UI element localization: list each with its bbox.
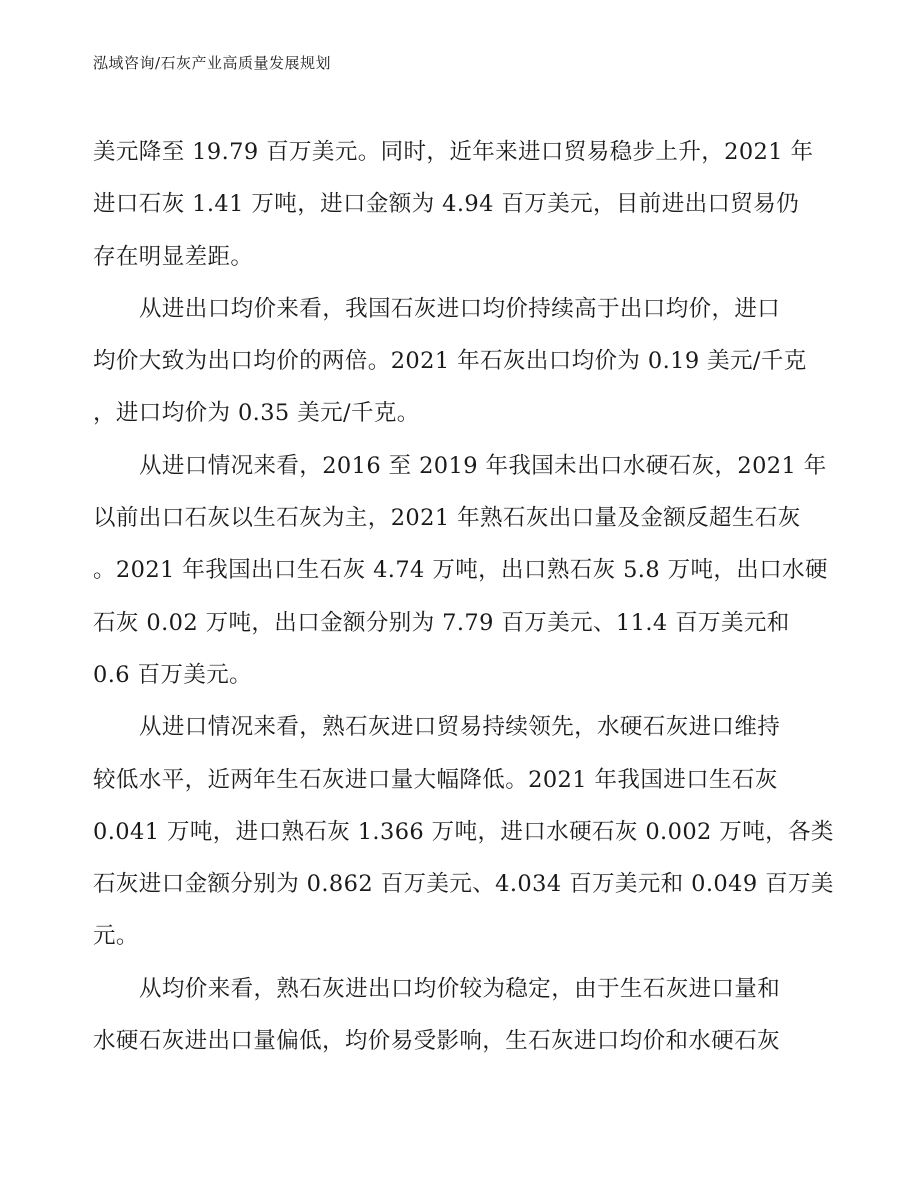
text-line: 进口石灰 1.41 万吨，进口金额为 4.94 百万美元，目前进出口贸易仍 <box>93 191 800 218</box>
text-line: 从进口情况来看，熟石灰进口贸易持续领先，水硬石灰进口维持 <box>139 714 781 741</box>
text-line: 存在明显差距。 <box>93 243 254 270</box>
text-line: 元。 <box>93 923 139 950</box>
text-line: 美元降至 19.79 百万美元。同时，近年来进口贸易稳步上升，2021 年 <box>93 139 814 165</box>
text-line: 较低水平，近两年生石灰进口量大幅降低。2021 年我国进口生石灰 <box>93 766 778 793</box>
text-line: 均价大致为出口均价的两倍。2021 年石灰出口均价为 0.19 美元/千克 <box>93 348 807 375</box>
text-line: 从均价来看，熟石灰进出口均价较为稳定，由于生石灰进口量和 <box>139 975 781 1002</box>
text-line: ，进口均价为 0.35 美元/千克。 <box>93 400 420 427</box>
text-line: 从进出口均价来看，我国石灰进口均价持续高于出口均价，进口 <box>139 295 781 322</box>
text-line: 0.041 万吨，进口熟石灰 1.366 万吨，进口水硬石灰 0.002 万吨，各类 <box>93 818 834 845</box>
body-text <box>93 126 834 1067</box>
text-line: 0.6 百万美元。 <box>93 661 253 688</box>
running-header: 泓域咨询/石灰产业高质量发展规划 <box>93 54 332 72</box>
text-line: 以前出口石灰以生石灰为主，2021 年熟石灰出口量及金额反超生石灰 <box>93 505 801 532</box>
text-line: 石灰进口金额分别为 0.862 百万美元、4.034 百万美元和 0.049 百万美 <box>93 871 834 898</box>
text-line: 水硬石灰进出口量偏低，均价易受影响，生石灰进口均价和水硬石灰 <box>93 1028 781 1055</box>
text-line: 从进口情况来看，2016 至 2019 年我国未出口水硬石灰，2021 年 <box>139 452 827 479</box>
text-line: 石灰 0.02 万吨，出口金额分别为 7.79 百万美元、11.4 百万美元和 <box>93 609 790 636</box>
text-line: 。2021 年我国出口生石灰 4.74 万吨，出口熟石灰 5.8 万吨，出口水硬 <box>93 557 828 584</box>
